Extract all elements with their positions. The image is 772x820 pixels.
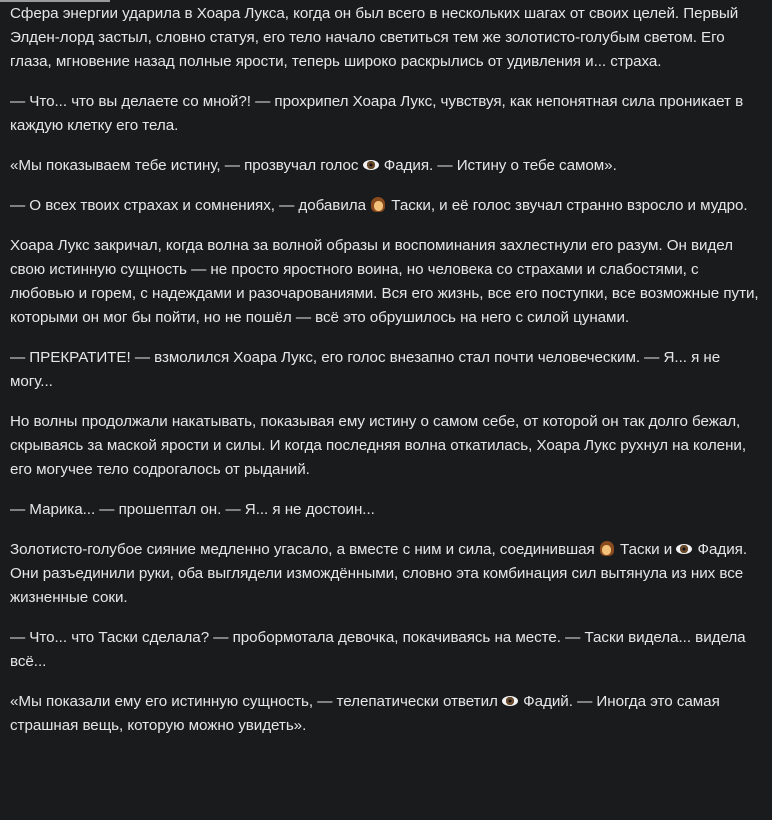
paragraph-5: Хоара Лукс закричал, когда волна за волной образы и воспоминания захлестнули его разум. Он видел свою истинную сущность — не просто яростного воина, но человека со страхами и слабостями, с любовью и горем, с надеждами и разочарованиями. Вся его жизнь, все его поступки, все возможные пути, которыми он мог бы пойти, но не пошёл — всё это обрушилось на него с силой цунами. bbox=[10, 237, 759, 326]
paragraph-6: — ПРЕКРАТИТЕ! — взмолился Хоара Лукс, его голос внезапно стал почти человеческим. — Я... я не могу... bbox=[10, 349, 721, 390]
paragraph-4: — О всех твоих страхах и сомнениях, — добавила Таски, и её голос звучал странно взросло и мудро. bbox=[10, 197, 748, 214]
paragraph-7: Но волны продолжали накатывать, показывая ему истину о самом себе, от которой он так долго бежал, скрываясь за маской ярости и силы. И когда последняя волна откатилась, Хоара Лукс рухнул на колени, его могучее тело содрогалось от рыданий. bbox=[10, 413, 747, 478]
paragraph-3: «Мы показываем тебе истину, — прозвучал голос Фадия. — Истину о тебе самом». bbox=[10, 157, 617, 174]
paragraph-10: — Что... что Таски сделала? — пробормотала девочка, покачиваясь на месте. — Таски видела... видела всё... bbox=[10, 629, 746, 670]
paragraph-9: Золотисто-голубое сияние медленно угасало, а вместе с ним и сила, соединившая Таски и Фадия. Они разъединили руки, оба выглядели измождёнными, словно эта комбинация сил вытянула из них все жизненные соки. bbox=[10, 541, 747, 606]
eye-icon bbox=[502, 693, 518, 709]
paragraph-2: — Что... что вы делаете со мной?! — прохрипел Хоара Лукс, чувствуя, как непонятная сила проникает в каждую клетку его тела. bbox=[10, 93, 744, 134]
girl-icon bbox=[370, 197, 386, 213]
paragraph-11: «Мы показали ему его истинную сущность, — телепатически ответил Фадий. — Иногда это самая страшная вещь, которую можно увидеть». bbox=[10, 693, 720, 734]
girl-icon bbox=[599, 541, 615, 557]
eye-icon bbox=[363, 157, 379, 173]
paragraph-8: — Марика... — прошептал он. — Я... я не достоин... bbox=[10, 501, 375, 518]
eye-icon bbox=[676, 541, 692, 557]
story-text bbox=[10, 2, 762, 754]
paragraph-1: Сфера энергии ударила в Хоара Лукса, когда он был всего в нескольких шагах от своих целей. Первый Элден-лорд застыл, словно статуя, его тело начало светиться тем же золотисто-голубым светом. Его глаза, мгновение назад полные ярости, теперь широко раскрылись от удивления и... страха. bbox=[10, 5, 739, 70]
